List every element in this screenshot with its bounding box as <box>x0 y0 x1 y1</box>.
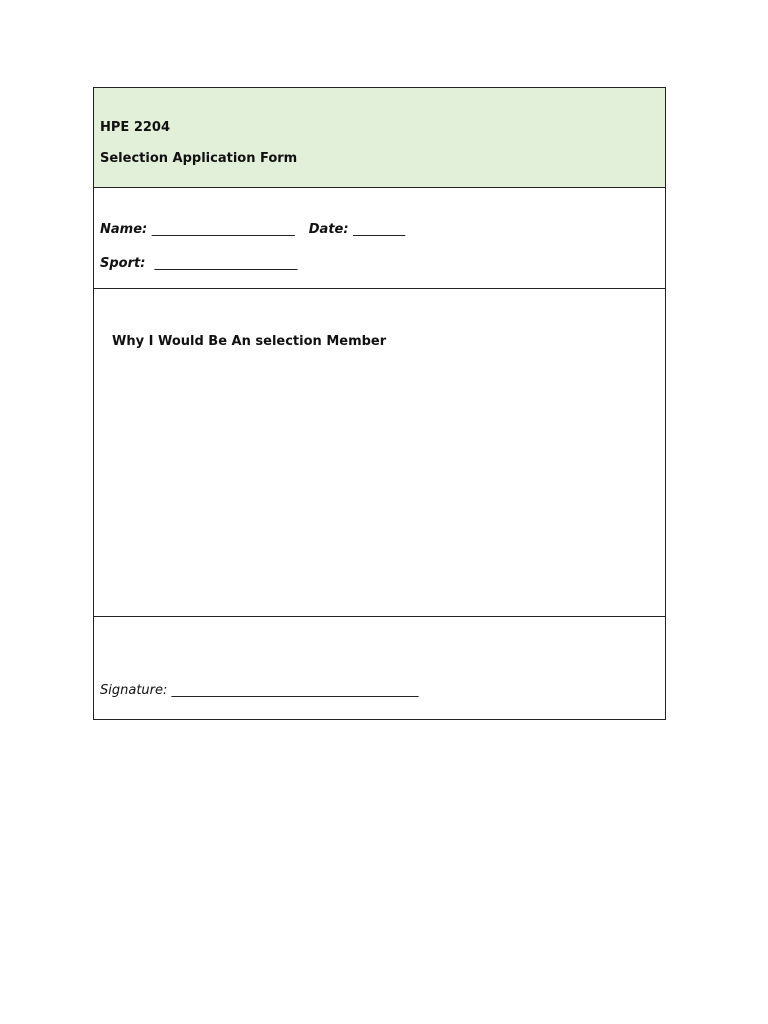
name-field[interactable]: ______________________ <box>151 222 295 237</box>
essay-section[interactable] <box>94 289 665 617</box>
date-label: Date: <box>308 222 349 237</box>
course-code: HPE 2204 <box>100 120 170 135</box>
name-label: Name: <box>100 222 148 237</box>
info-section <box>94 188 665 289</box>
essay-prompt: Why I Would Be An selection Member <box>112 334 387 349</box>
signature-label: Signature: <box>100 683 168 698</box>
form-header <box>94 88 665 188</box>
name-date-line <box>100 222 405 237</box>
signature-section <box>94 617 665 719</box>
date-field[interactable]: ________ <box>353 222 406 237</box>
sport-field[interactable]: ______________________ <box>154 256 298 271</box>
sport-line <box>100 256 298 271</box>
signature-field[interactable]: ______________________________________ <box>171 683 419 698</box>
form-title: Selection Application Form <box>100 151 298 166</box>
sport-label: Sport: <box>100 256 146 271</box>
signature-line <box>100 683 419 698</box>
application-form <box>93 87 666 720</box>
